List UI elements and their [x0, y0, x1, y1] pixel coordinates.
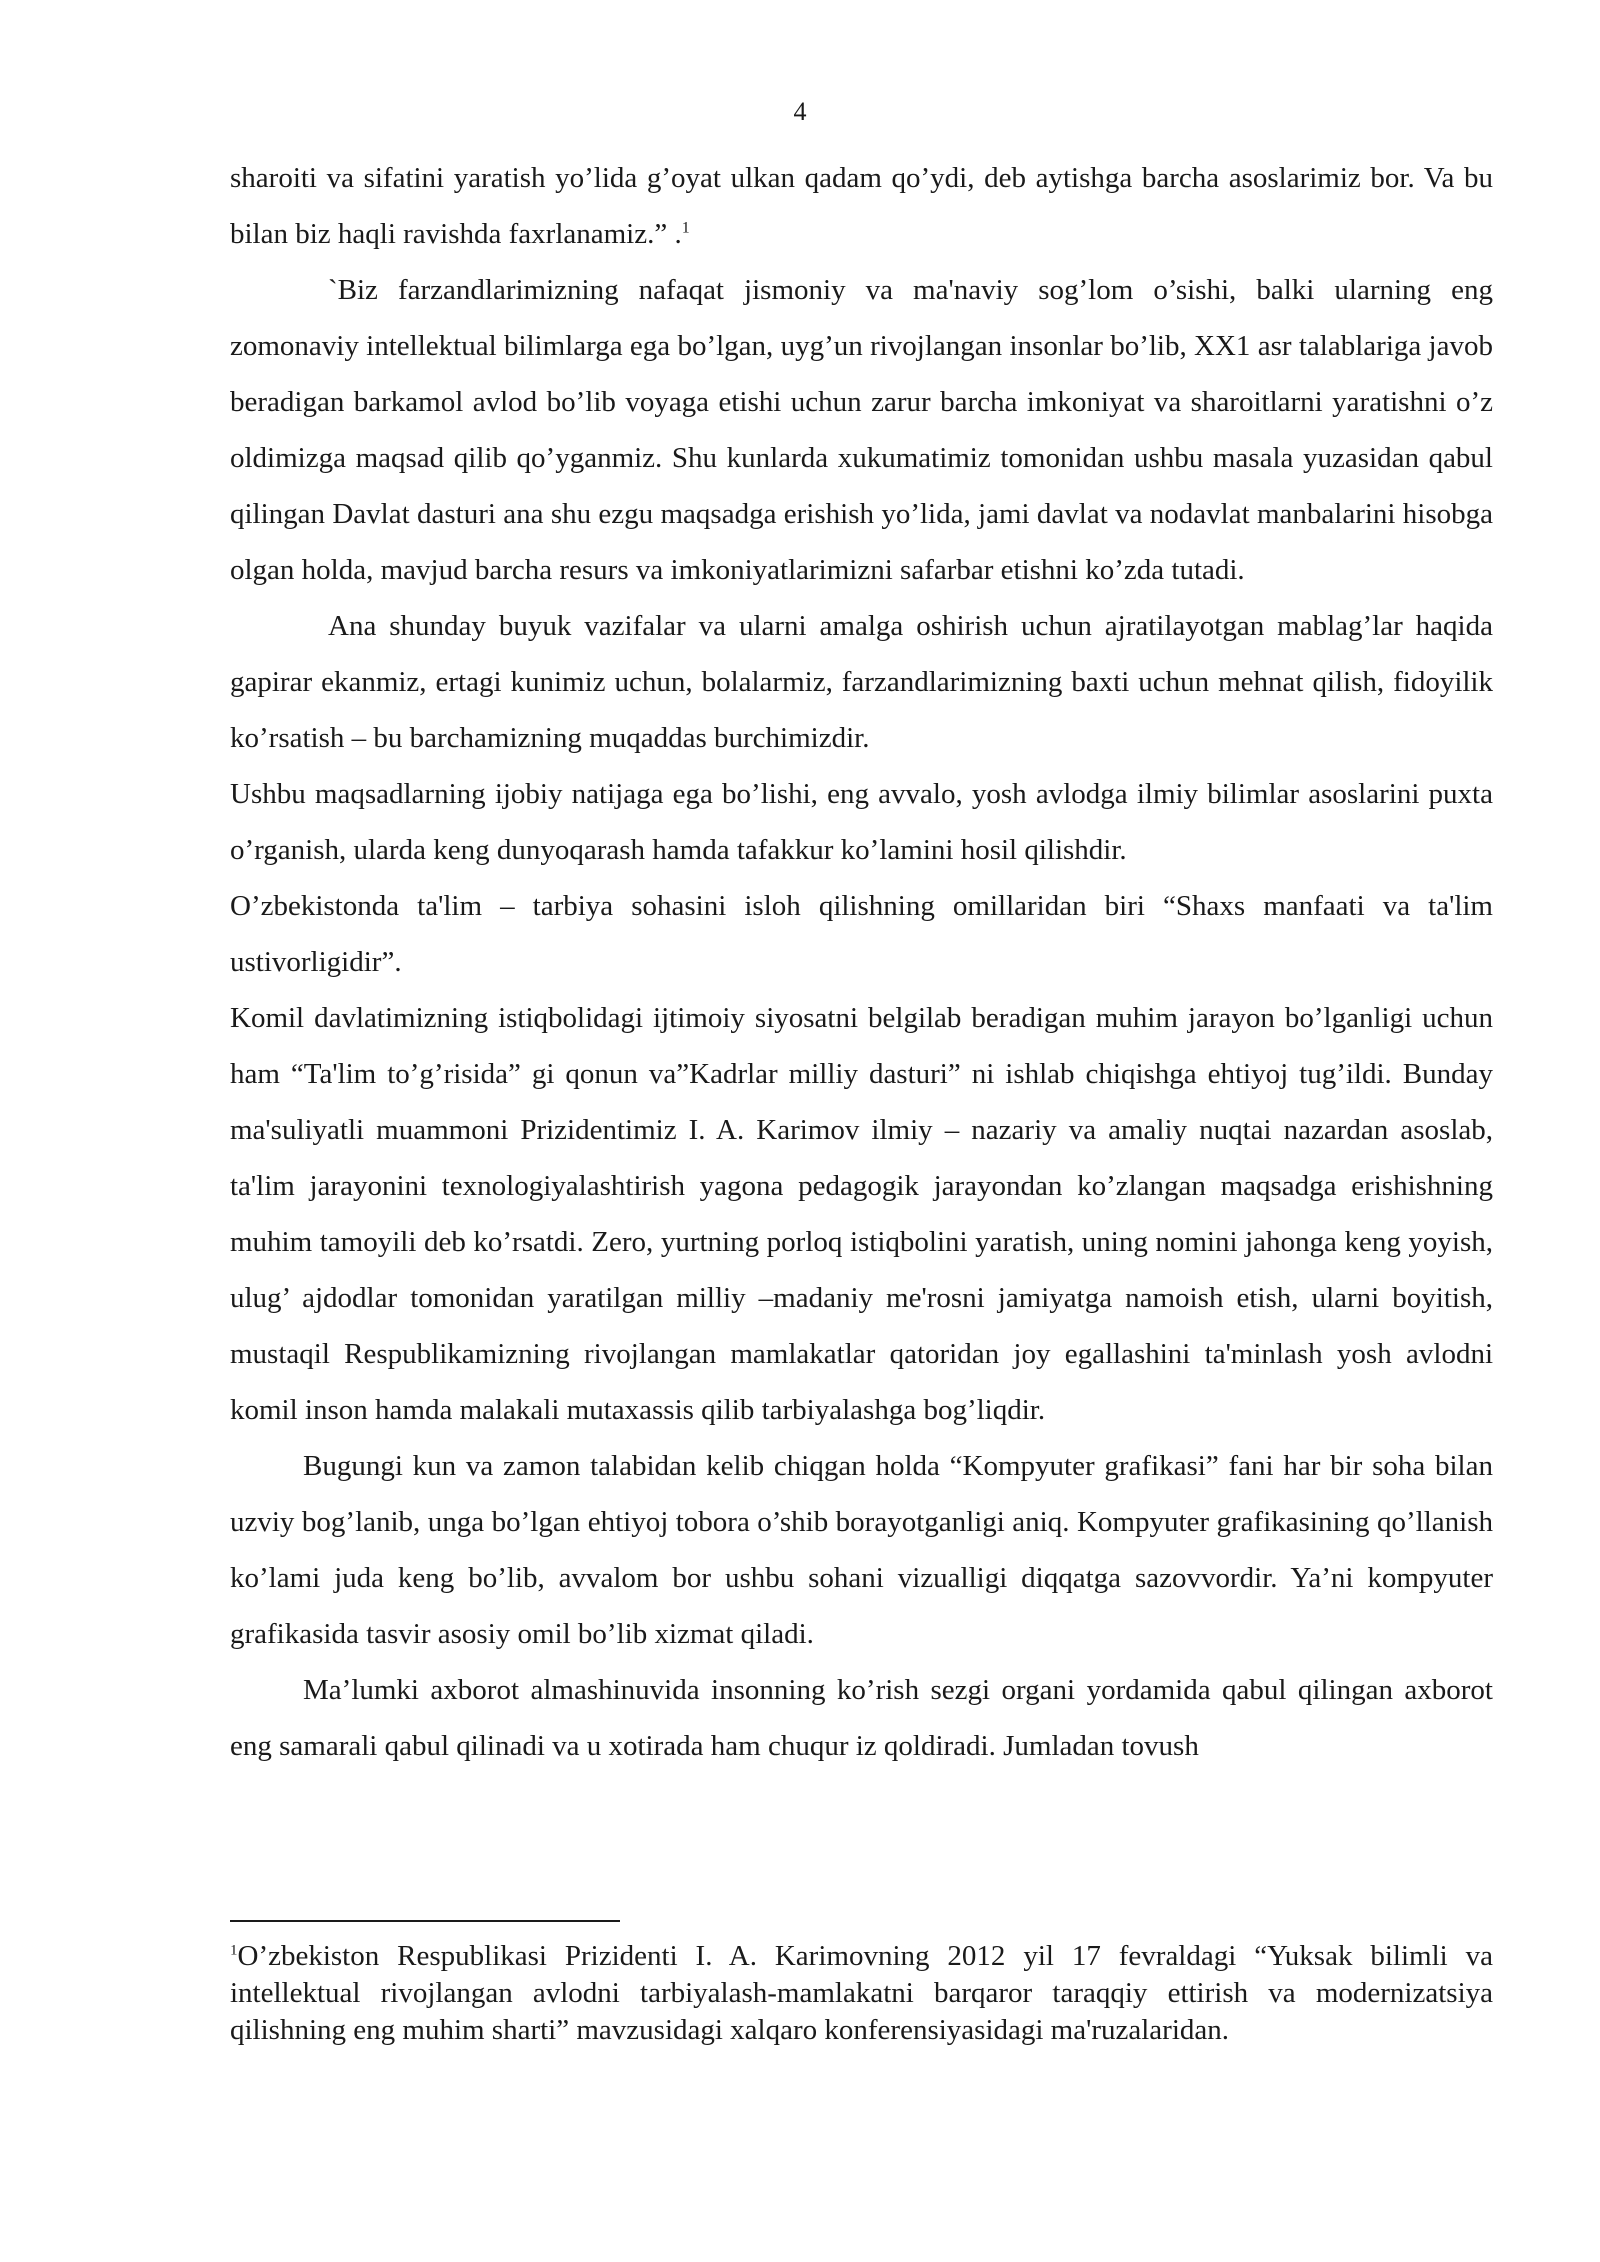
footnote [230, 1938, 1493, 2049]
paragraph-computer-graphics: Bugungi kun va zamon talabidan kelib chiqgan holda “Kompyuter grafikasi” fani har bir soha bilan uzviy bog’lanib, unga bo’lgan ehtiyoj tobora o’shib borayotganligi aniq. Kompyuter grafikasining qo’llanish ko’lami juda keng bo’lib, avvalom bor ushbu sohani vizualligi diqqatga sazovvordir. Ya’ni kompyuter grafikasida tasvir asosiy omil bo’lib xizmat qiladi. [230, 1450, 1493, 1650]
paragraph-continuation [230, 150, 1493, 262]
paragraph-goals: Ushbu maqsadlarning ijobiy natijaga ega bo’lishi, eng avvalo, yosh avlodga ilmiy bilimlar asoslarini puxta o’rganish, ularda keng dunyoqarash hamda tafakkur ko’lamini hosil qilishdir. [230, 778, 1493, 866]
paragraph-quote: `Biz farzandlarimizning nafaqat jismoniy va ma'naviy sog’lom o’sishi, balki ularning eng zomonaviy intellektual bilimlarga ega bo’lgan, uyg’un rivojlangan insonlar bo’lib, XX1 asr talablariga javob beradigan barkamol avlod bo’lib voyaga etishi uchun zarur barcha imkoniyat va sharoitlarni yaratishni o’z oldimizga maqsad qilib qo’yganmiz. Shu kunlarda xukumatimiz tomonidan ushbu masala yuzasidan qabul qilingan Davlat dasturi ana shu ezgu maqsadga erishish yo’lida, jami davlat va nodavlat manbalarini hisobga olgan holda, mavjud barcha resurs va imkoniyatlarimizni safarbar etishni ko’zda tutadi. [230, 274, 1493, 586]
paragraph-text: sharoiti va sifatini yaratish yo’lida g’oyat ulkan qadam qo’ydi, deb aytishga barcha asoslarimiz bor. Va bu bilan biz haqli ravishda faxrlanamiz.” . [230, 162, 1493, 250]
footnote-separator [230, 1920, 620, 1922]
footnote-marker: 1 [230, 1942, 238, 1959]
paragraph-state-policy: Komil davlatimizning istiqbolidagi ijtimoiy siyosatni belgilab beradigan muhim jarayon bo’lganligi uchun ham “Ta'lim to’g’risida” gi qonun va”Kadrlar milliy dasturi” ni ishlab chiqishga ehtiyoj tug’ildi. Bunday ma'suliyatli muammoni Prizidentimiz I. A. Karimov ilmiy – nazariy va amaliy nuqtai nazardan asoslab, ta'lim jarayonini texnologiyalashtirish yagona pedagogik jarayondan ko’zlangan maqsadga erishishning muhim tamoyili deb ko’rsatdi. Zero, yurtning porloq istiqbolini yaratish, uning nomini jahonga keng yoyish, ulug’ ajdodlar tomonidan yaratilgan milliy –madaniy me'rosni jamiyatga namoish etish, ularni boyitish, mustaqil Respublikamizning rivojlangan mamlakatlar qatoridan joy egallashini ta'minlash yosh avlodni komil inson hamda malakali mutaxassis qilib tarbiyalashga bog’liqdir. [230, 1002, 1493, 1426]
body-text [230, 150, 1493, 1774]
paragraph-education-reform: O’zbekistonda ta'lim – tarbiya sohasini isloh qilishning omillaridan biri “Shaxs manfaati va ta'lim ustivorligidir”. [230, 890, 1493, 978]
footnote-text: O’zbekiston Respublikasi Prizidenti I. A. Karimovning 2012 yil 17 fevraldagi “Yuksak bilimli va intellektual rivojlangan avlodni tarbiyalash-mamlakatni barqaror taraqqiy ettirish va modernizatsiya qilishning eng muhim sharti” mavzusidagi xalqaro konferensiyasidagi ma'ruzalaridan. [230, 1940, 1493, 2046]
paragraph-tasks: Ana shunday buyuk vazifalar va ularni amalga oshirish uchun ajratilayotgan mablag’lar haqida gapirar ekanmiz, ertagi kunimiz uchun, bolalarmiz, farzandlarimizning baxti uchun mehnat qilish, fidoyilik ko’rsatish – bu barchamizning muqaddas burchimizdir. [230, 610, 1493, 754]
paragraph-information-exchange: Ma’lumki axborot almashinuvida insonning ko’rish sezgi organi yordamida qabul qilingan axborot eng samarali qabul qilinadi va u xotirada ham chuqur iz qoldiradi. Jumladan tovush [230, 1674, 1493, 1762]
page-number: 4 [793, 97, 807, 126]
footnote-reference[interactable]: 1 [681, 219, 690, 237]
